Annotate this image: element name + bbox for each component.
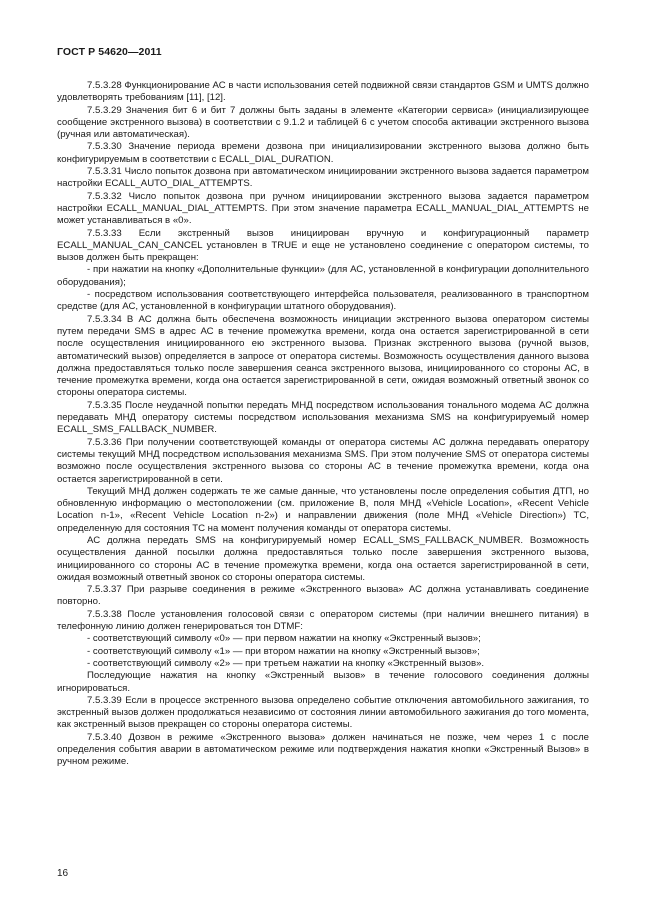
paragraph-sms-fallback: АС должна передать SMS на конфигурируемый номер ECALL_SMS_FALLBACK_NUMBER. Возможность осуществления данной посылки должна предоставляться только после завершения экстренного вызова, инициированного со стороны АС в течение промежутка времени, когда она остается зарегистрированной в сети, ожидая возможный ответный звонок со стороны оператора системы.	[57, 534, 589, 583]
document-header: ГОСТ Р 54620—2011	[57, 46, 162, 58]
paragraph-subsequent-presses: Последующие нажатия на кнопку «Экстренный вызов» в течение голосового соединения должны игнорироваться.	[57, 670, 589, 694]
paragraph-7-5-3-36: 7.5.3.36 При получении соответствующей команды от оператора системы АС должна передавать оператору системы текущий МНД посредством использования механизма SMS. При этом получение SMS от оператора системы возможно после осуществления экстренного вызова со стороны АС в течение промежутка времени, когда она остается зарегистрированной в сети.	[57, 436, 589, 485]
list-item-user-interface: - посредством использования соответствующего интерфейса пользователя, реализованного в транспортном средстве (для АС, установленной в конфигурации штатного оборудования).	[57, 289, 589, 313]
document-body	[57, 80, 589, 769]
list-item-dtmf-0: - соответствующий символу «0» — при первом нажатии на кнопку «Экстренный вызов»;	[87, 633, 481, 645]
paragraph-7-5-3-40: 7.5.3.40 Дозвон в режиме «Экстренного вызова» должен начинаться не позже, чем через 1 с после определения события аварии в автоматическом режиме или подтверждения нажатия кнопки «Экстренный Вызов» в ручном режиме.	[57, 731, 589, 768]
list-item-dtmf-2: - соответствующий символу «2» — при третьем нажатии на кнопку «Экстренный вызов».	[87, 657, 485, 669]
paragraph-7-5-3-29: 7.5.3.29 Значения бит 6 и бит 7 должны быть заданы в элементе «Категории сервиса» (инициализирующее сообщение экстренного вызова) в соответствии с 9.1.2 и таблицей 6 с учетом способа активации экстренного вызова (ручная или автоматическая).	[57, 104, 589, 141]
list-item-dtmf-1: - соответствующий символу «1» — при втором нажатии на кнопку «Экстренный вызов»;	[87, 645, 480, 657]
paragraph-7-5-3-34: 7.5.3.34 В АС должна быть обеспечена возможность инициации экстренного вызова оператором системы путем передачи SMS в адрес АС в течение промежутка времени, когда она остается зарегистрированной в сети после осуществления инициированного ею экстренного вызова. Признак экстренного вызова (ручной вызов, автоматический вызов) определяется в запросе от оператора системы. Возможность осуществления данного вызова должна предоставляться только после завершения сеанса экстренного вызова, инициированного со стороны АС, в течение промежутка времени, когда она остается зарегистрированной в сети, ожидая возможный ответный звонок со стороны оператора системы.	[57, 313, 589, 399]
paragraph-7-5-3-31: 7.5.3.31 Число попыток дозвона при автоматическом инициировании экстренного вызова задается параметром настройки ECALL_AUTO_DIAL_ATTEMPTS.	[57, 166, 589, 190]
paragraph-7-5-3-32: 7.5.3.32 Число попыток дозвона при ручном инициировании экстренного вызова задается параметром настройки ECALL_MANUAL_DIAL_ATTEMPTS. При этом значение параметра ECALL_MANUAL_DIAL_ATTEMPTS не может устанавливаться в «0».	[57, 190, 589, 227]
paragraph-current-msd: Текущий МНД должен содержать те же самые данные, что установлены после определения события ДТП, но обновленную информацию о местоположении (см. приложение В, поля МНД «Vehicle Location», «Recent Vehicle Location n-1», «Recent Vehicle Location n-2») и направлении движения (поле МНД «Vehicle Direction») ТС, определенную для состояния ТС на момент получения команды от оператора системы.	[57, 485, 589, 534]
paragraph-7-5-3-30: 7.5.3.30 Значение периода времени дозвона при инициализировании экстренного вызова должно быть конфигурируемым в соответствии с ECALL_DIAL_DURATION.	[57, 141, 589, 165]
paragraph-7-5-3-28: 7.5.3.28 Функционирование АС в части использования сетей подвижной связи стандартов GSM и UMTS должно удовлетворять требованиям [11], [12].	[57, 80, 589, 104]
list-item-additional-functions: - при нажатии на кнопку «Дополнительные функции» (для АС, установленной в конфигурации дополнительного оборудования);	[57, 264, 589, 288]
paragraph-7-5-3-35: 7.5.3.35 После неудачной попытки передать МНД посредством использования тонального модема АС должна передавать МНД оператору системы посредством использования механизма SMS на конфигурируемый номер ECALL_SMS_FALLBACK_NUMBER.	[57, 399, 589, 436]
page-number: 16	[57, 868, 69, 879]
paragraph-7-5-3-39: 7.5.3.39 Если в процессе экстренного вызова определено событие отключения автомобильного зажигания, то экстренный вызов должен продолжаться независимо от состояния линии автомобильного зажигания до того момента, как экстренный вызов прекращен со стороны оператора системы.	[57, 694, 589, 731]
paragraph-7-5-3-33: 7.5.3.33 Если экстренный вызов инициирован вручную и конфигурационный параметр ECALL_MANUAL_CAN_CANCEL установлен в TRUE и еще не установлено соединение с оператором системы, то вызов должен быть прекращен:	[57, 227, 589, 264]
paragraph-7-5-3-38: 7.5.3.38 После установления голосовой связи с оператором системы (при наличии внешнего питания) в телефонную линию должен генерироваться тон DTMF:	[57, 608, 589, 633]
paragraph-7-5-3-37: 7.5.3.37 При разрыве соединения в режиме «Экстренного вызова» АС должна устанавливать соединение повторно.	[57, 584, 589, 608]
